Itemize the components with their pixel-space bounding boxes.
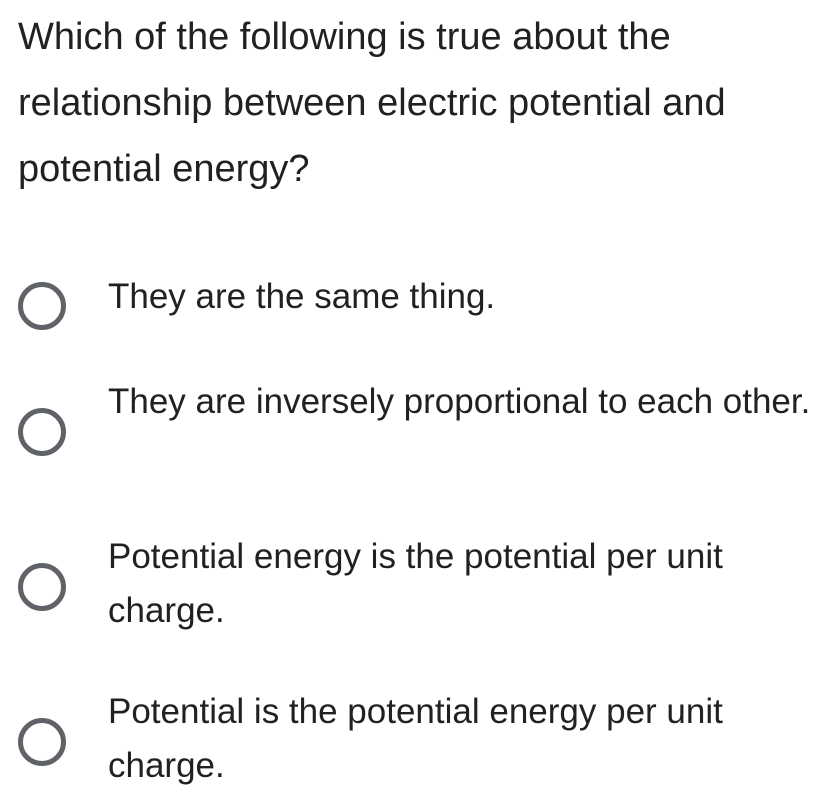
answer-option-label: Potential is the potential energy per unit charge. [108, 692, 723, 785]
radio-unchecked-icon[interactable] [18, 563, 66, 611]
answer-option[interactable] [0, 530, 831, 640]
answer-option[interactable] [0, 375, 831, 485]
radio-unchecked-icon[interactable] [18, 408, 66, 456]
radio-unchecked-icon[interactable] [18, 282, 66, 330]
question-text: Which of the following is true about the relationship between electric potential and potential energy? [18, 16, 726, 190]
answer-option-label: Potential energy is the potential per unit charge. [108, 537, 723, 630]
answer-option-label: They are the same thing. [108, 277, 496, 316]
answer-option[interactable] [0, 268, 831, 328]
radio-unchecked-icon[interactable] [18, 718, 66, 766]
answer-option[interactable] [0, 685, 831, 795]
answer-option-label: They are inversely proportional to each other. [108, 382, 811, 421]
